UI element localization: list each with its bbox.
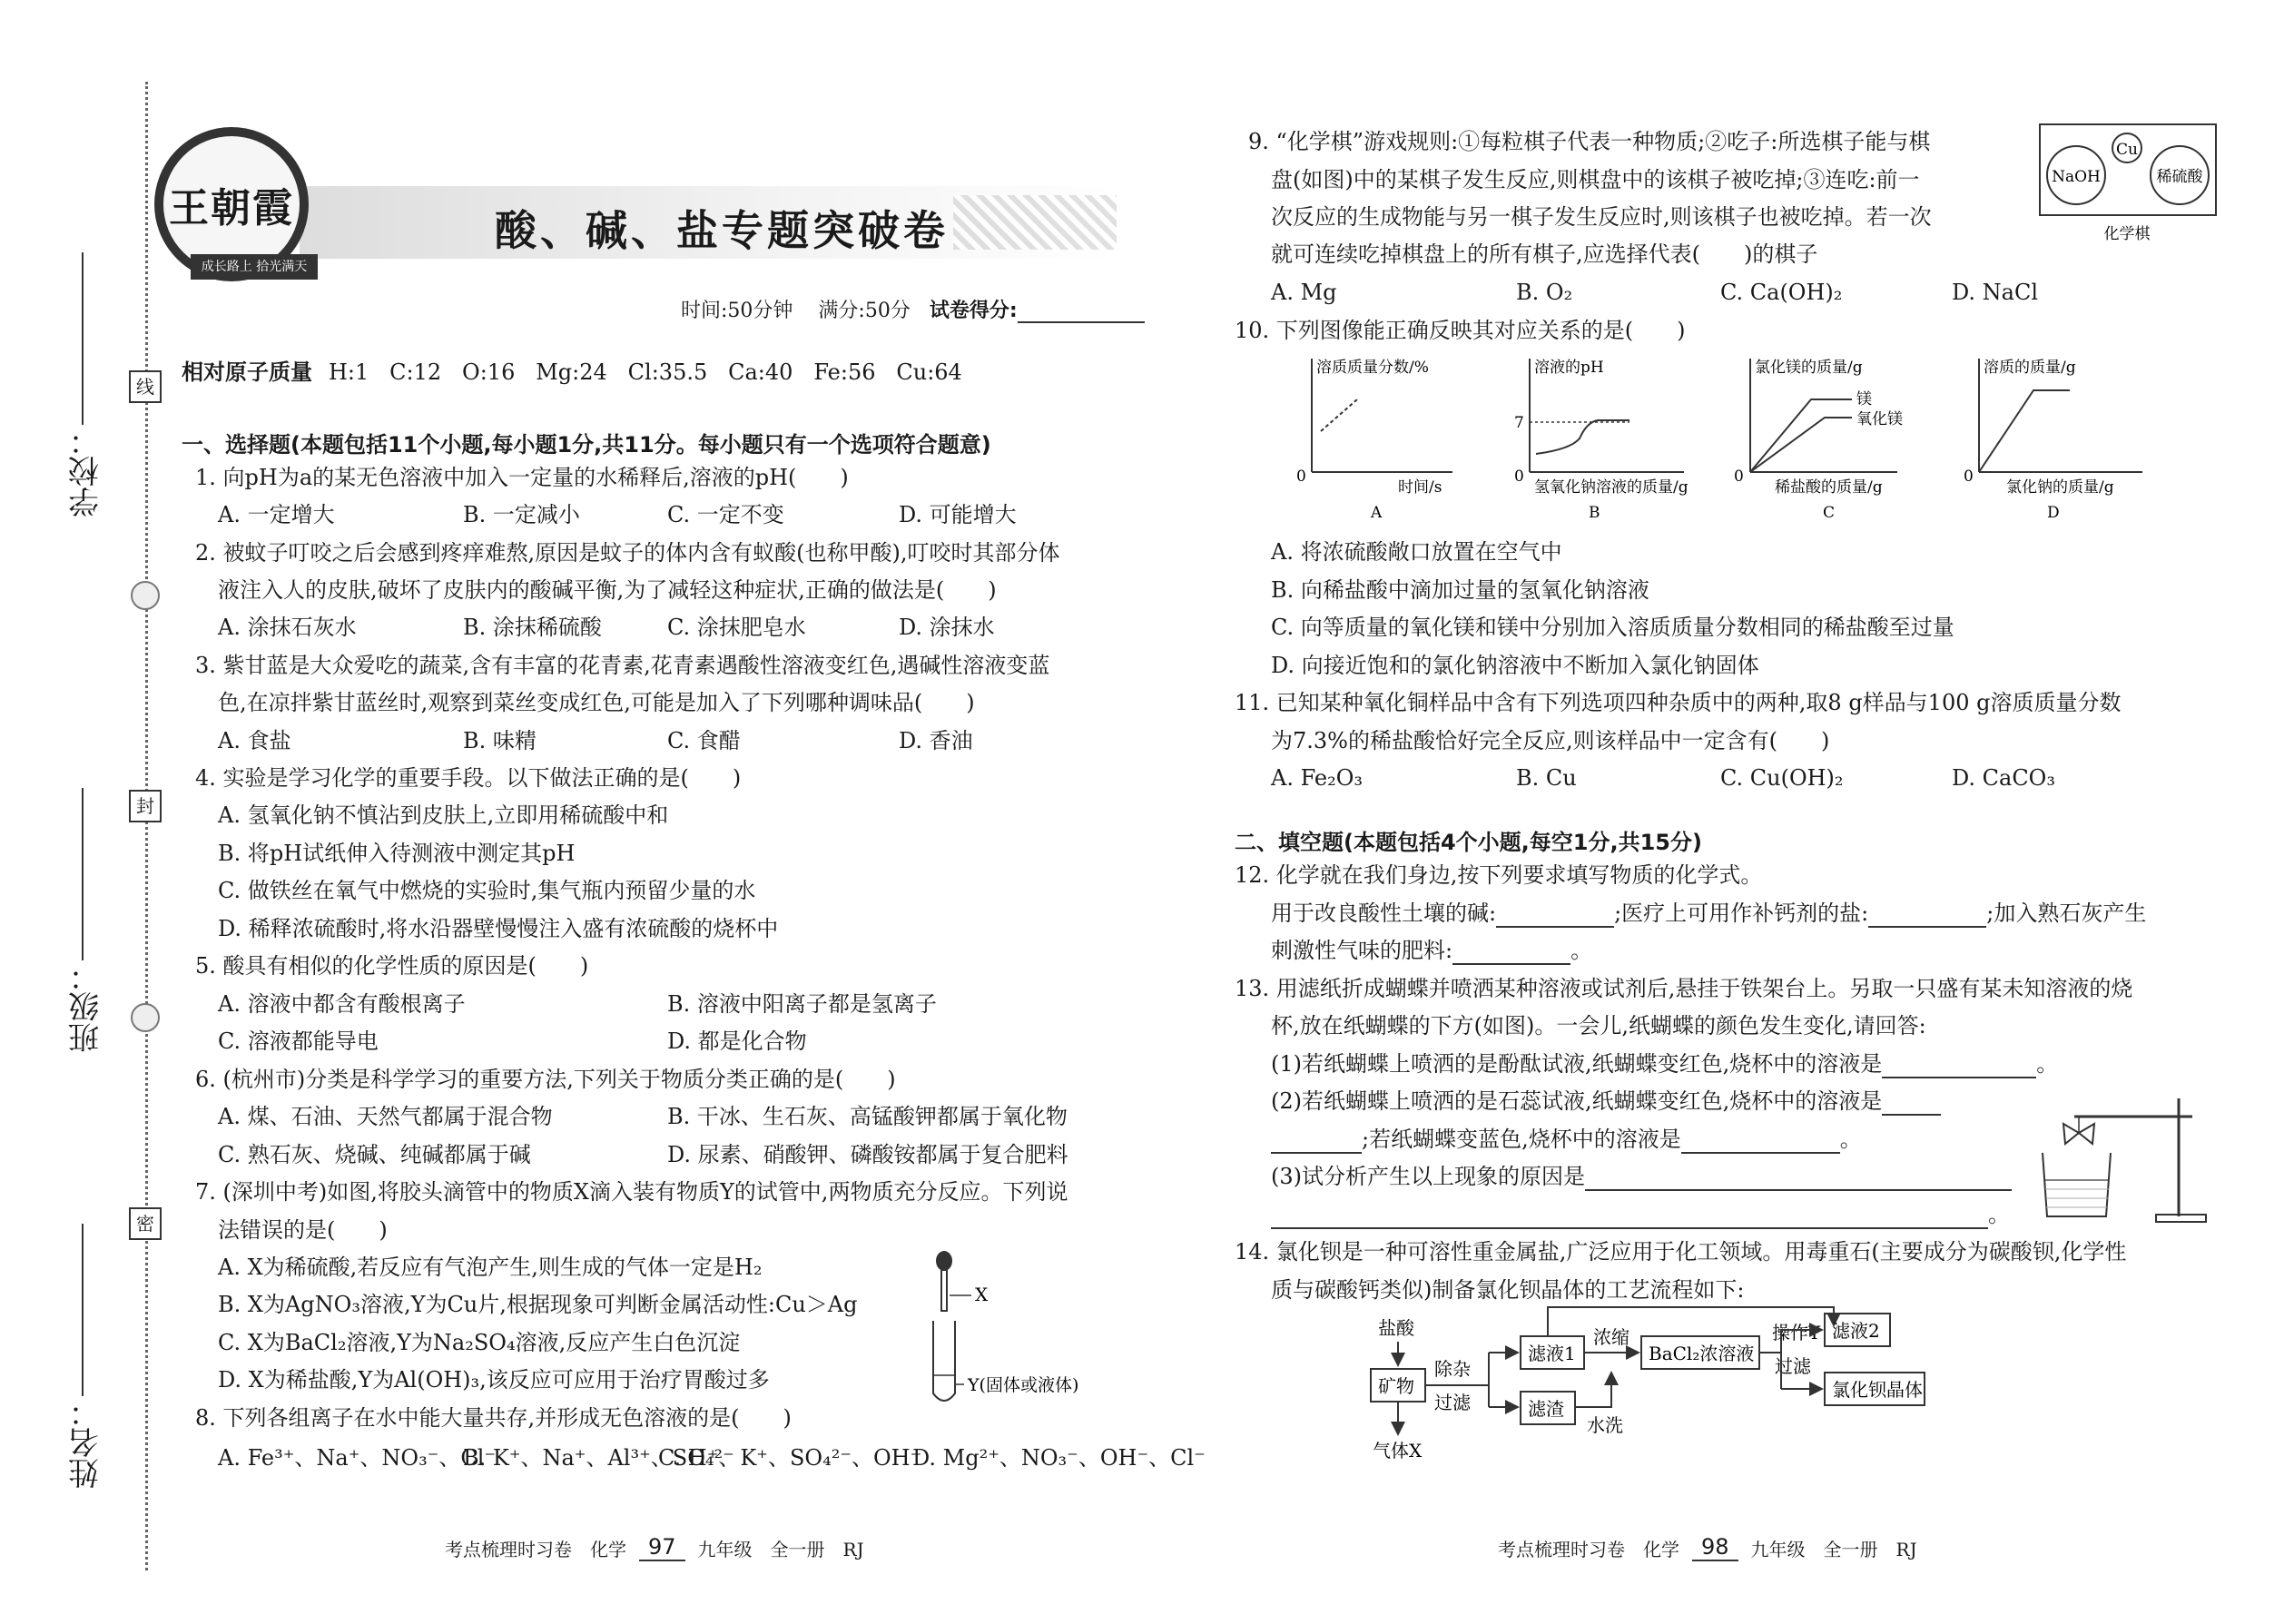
- q11-option-c[interactable]: C. Cu(OH)₂: [1720, 765, 1844, 791]
- question-7-line-2: 法错误的是( ): [218, 1217, 388, 1243]
- q2-option-a[interactable]: A. 涂抹石灰水: [218, 615, 357, 640]
- q13-sub-1: (1)若纸蝴蝶上喷洒的是酚酞试液,纸蝴蝶变红色,烧杯中的溶液是 。: [1271, 1051, 2059, 1077]
- svg-text:过滤: 过滤: [1434, 1392, 1471, 1413]
- flow-residue: 滤渣: [1528, 1398, 1564, 1420]
- q5-option-d[interactable]: D. 都是化合物: [667, 1029, 807, 1054]
- exam-meta: [681, 295, 1145, 323]
- graph-c: [1734, 359, 1903, 522]
- svg-text:氢氧化钠溶液的质量/g: 氢氧化钠溶液的质量/g: [1534, 478, 1689, 497]
- q6-option-a[interactable]: A. 煤、石油、天然气都属于混合物: [218, 1104, 553, 1129]
- q13-blank-2a[interactable]: [1882, 1092, 1941, 1116]
- exam-time: 时间:50分钟: [681, 300, 793, 322]
- question-13-line-2: 杯,放在纸蝴蝶的下方(如图)。一会儿,纸蝴蝶的颜色发生变化,请回答:: [1271, 1013, 1926, 1038]
- svg-text:水洗: 水洗: [1587, 1414, 1623, 1436]
- question-9-line-1: 9. “化学棋”游戏规则:①每粒棋子代表一种物质;②吃子:所选棋子能与棋: [1248, 129, 1931, 154]
- question-9-line-4: 就可连续吃掉棋盘上的所有棋子,应选择代表( )的棋子: [1271, 241, 1818, 267]
- hole-icon: [131, 581, 160, 610]
- q13-sub-3: (3)试分析产生以上现象的原因是: [1271, 1162, 2012, 1191]
- flow-crystal: 氯化钡晶体: [1832, 1379, 1923, 1401]
- q2-option-d[interactable]: D. 涂抹水: [899, 615, 995, 640]
- flow-bacl2: BaCl₂浓溶液: [1649, 1343, 1755, 1364]
- fig-label-x: X: [975, 1284, 989, 1305]
- svg-text:氯化钠的质量/g: 氯化钠的质量/g: [2006, 478, 2114, 497]
- test-tube-icon: [933, 1321, 955, 1401]
- hole-icon: [131, 1003, 160, 1032]
- dropper-tube-icon: [941, 1270, 947, 1311]
- q11-option-d[interactable]: D. CaCO₃: [1952, 765, 2055, 791]
- q7-option-d[interactable]: D. X为稀盐酸,Y为Al(OH)₃,该反应可应用于治疗胃酸过多: [218, 1367, 770, 1393]
- svg-text:0: 0: [1296, 468, 1306, 486]
- q4-option-a[interactable]: A. 氢氧化钠不慎沾到皮肤上,立即用稀硫酸中和: [218, 802, 669, 828]
- name-field[interactable]: [45, 1216, 127, 1489]
- class-label: 班级：: [68, 960, 105, 1053]
- q1-option-a[interactable]: A. 一定增大: [218, 502, 335, 527]
- flow-filtrate2: 滤液2: [1832, 1320, 1880, 1342]
- question-13-line-1: 13. 用滤纸折成蝴蝶并喷洒某种溶液或试剂后,悬挂于铁架台上。另取一只盛有某未知溶液的烧: [1235, 976, 2133, 1001]
- question-11-line-2: 为7.3%的稀盐酸恰好完全反应,则该样品中一定含有( ): [1271, 728, 1830, 753]
- svg-text:7: 7: [1514, 414, 1524, 432]
- svg-text:溶液的pH: 溶液的pH: [1534, 359, 1604, 377]
- graph-a: [1296, 359, 1452, 522]
- q6-option-c[interactable]: C. 熟石灰、烧碱、纯碱都属于碱: [218, 1142, 531, 1167]
- logo-slogan: 成长路上 拾光满天: [191, 254, 318, 280]
- question-9-line-3: 次反应的生成物能与另一棋子发生反应时,则该棋子也被吃掉。若一次: [1271, 204, 1932, 230]
- question-12: 12. 化学就在我们身边,按下列要求填写物质的化学式。: [1235, 862, 1763, 888]
- svg-text:D: D: [2047, 504, 2060, 522]
- svg-text:时间/s: 时间/s: [1398, 478, 1442, 497]
- svg-text:A: A: [1371, 504, 1383, 522]
- q13-sub-3b: 。: [1271, 1200, 2010, 1229]
- q4-option-d[interactable]: D. 稀释浓硫酸时,将水沿器壁慢慢注入盛有浓硫酸的烧杯中: [218, 916, 779, 941]
- footer-right: [1498, 1534, 1917, 1561]
- q7-option-a[interactable]: A. X为稀硫酸,若反应有气泡产生,则生成的气体一定是H₂: [218, 1255, 763, 1280]
- q13-blank-3[interactable]: [1681, 1130, 1840, 1154]
- q1-option-c[interactable]: C. 一定不变: [667, 502, 784, 527]
- q9-option-c[interactable]: C. Ca(OH)₂: [1720, 280, 1843, 305]
- q12-line-2: 刺激性气味的肥料: 。: [1271, 938, 1593, 963]
- footer-book: 考点梳理时习卷 化学: [1498, 1538, 1679, 1560]
- question-2-line-1: 2. 被蚊子叮咬之后会感到疼痒难熬,原因是蚊子的体内含有蚁酸(也称甲酸),叮咬时其部分体: [195, 540, 1060, 566]
- footer-book: 考点梳理时习卷 化学: [445, 1538, 626, 1560]
- q13-blank-1[interactable]: [1882, 1055, 2036, 1078]
- q11-option-b[interactable]: B. Cu: [1516, 765, 1577, 791]
- binding-margin: [0, 0, 159, 1624]
- fig-label-y: Y(固体或液体): [968, 1375, 1079, 1395]
- svg-text:NaOH: NaOH: [2052, 168, 2101, 186]
- question-10: 10. 下列图像能正确反映其对应关系的是( ): [1235, 318, 1686, 343]
- q4-option-c[interactable]: C. 做铁丝在氧气中燃烧的实验时,集气瓶内预留少量的水: [218, 878, 756, 903]
- q9-option-d[interactable]: D. NaCl: [1952, 280, 2038, 305]
- q9-option-a[interactable]: A. Mg: [1271, 280, 1337, 305]
- svg-text:氯化镁的质量/g: 氯化镁的质量/g: [1755, 359, 1863, 377]
- mark-feng: 封: [129, 790, 162, 822]
- q5-option-b[interactable]: B. 溶液中阳离子都是氢离子: [667, 991, 937, 1017]
- q12-blank-1[interactable]: [1496, 904, 1614, 928]
- page-number: 98: [1692, 1534, 1738, 1561]
- footer-left: [445, 1534, 864, 1561]
- graph-b: [1514, 359, 1689, 522]
- score-field[interactable]: [1018, 303, 1145, 323]
- q7-option-c[interactable]: C. X为BaCl₂溶液,Y为Na₂SO₄溶液,反应产生白色沉淀: [218, 1330, 741, 1355]
- question-8: 8. 下列各组离子在水中能大量共存,并形成无色溶液的是( ): [195, 1405, 792, 1431]
- q3-option-d[interactable]: D. 香油: [899, 728, 973, 753]
- graph-d: [1964, 359, 2142, 522]
- svg-text:溶质质量分数/%: 溶质质量分数/%: [1316, 359, 1429, 377]
- q13-blank-4[interactable]: [1585, 1167, 2012, 1191]
- q8-option-a[interactable]: A. Fe³⁺、Na⁺、NO₃⁻、Cl⁻: [218, 1445, 497, 1471]
- q10-option-c[interactable]: C. 向等质量的氧化镁和镁中分别加入溶质质量分数相同的稀盐酸至过量: [1271, 615, 1954, 640]
- atomic-mass: [182, 354, 962, 386]
- q12-blank-2[interactable]: [1868, 904, 1986, 928]
- q13-sub-2: (2)若纸蝴蝶上喷洒的是石蕊试液,纸蝴蝶变红色,烧杯中的溶液是: [1271, 1087, 1941, 1116]
- q10-graphs: [1271, 349, 2233, 522]
- chess-board-figure: [2038, 123, 2220, 245]
- svg-text:0: 0: [1964, 468, 1974, 486]
- svg-text:过滤: 过滤: [1775, 1355, 1811, 1377]
- chess-caption: 化学棋: [2103, 225, 2151, 243]
- school-field[interactable]: [45, 245, 127, 517]
- mark-mi: 密: [129, 1207, 162, 1240]
- q7-option-b[interactable]: B. X为AgNO₃溶液,Y为Cu片,根据现象可判断金属活动性:Cu＞Ag: [218, 1292, 858, 1317]
- q10-option-d[interactable]: D. 向接近饱和的氯化钠溶液中不断加入氯化钠固体: [1271, 653, 1759, 678]
- q11-option-a[interactable]: A. Fe₂O₃: [1271, 765, 1364, 791]
- question-14-line-2: 质与碳酸钙类似)制备氯化钡晶体的工艺流程如下:: [1271, 1277, 1745, 1303]
- question-5: 5. 酸具有相似的化学性质的原因是( ): [195, 953, 589, 979]
- q9-option-b[interactable]: B. O₂: [1516, 280, 1573, 305]
- q2-option-b[interactable]: B. 涂抹稀硫酸: [463, 615, 602, 640]
- dropper-bulb-icon: [936, 1251, 952, 1271]
- q1-option-b[interactable]: B. 一定减小: [463, 502, 580, 527]
- svg-text:Cu: Cu: [2116, 141, 2138, 159]
- question-14-line-1: 14. 氯化钡是一种可溶性重金属盐,广泛应用于化工领域。用毒重石(主要成分为碳酸钡,化学性: [1235, 1239, 2127, 1265]
- question-3-line-2: 色,在凉拌紫甘蓝丝时,观察到菜丝变成红色,可能是加入了下列哪种调味品( ): [218, 690, 975, 715]
- q5-option-a[interactable]: A. 溶液中都含有酸根离子: [218, 991, 466, 1017]
- flow-filtrate1: 滤液1: [1528, 1343, 1576, 1364]
- q6-option-b[interactable]: B. 干冰、生石灰、高锰酸钾都属于氧化物: [667, 1104, 1068, 1129]
- footer-grade: 九年级 全一册 RJ: [697, 1538, 864, 1560]
- q13-sub-2b: ;若纸蝴蝶变蓝色,烧杯中的溶液是 。: [1271, 1125, 1862, 1154]
- svg-text:溶质的质量/g: 溶质的质量/g: [1984, 359, 2076, 377]
- question-3-line-1: 3. 紫甘蓝是大众爱吃的蔬菜,含有丰富的花青素,花青素遇酸性溶液变红色,遇碱性溶液变蓝: [195, 653, 1050, 678]
- logo: 王朝霞: [154, 127, 309, 281]
- section-1-heading: 一、选择题(本题包括11个小题,每小题1分,共11分。每小题只有一个选项符合题意): [182, 432, 991, 458]
- q13-blank-2b[interactable]: [1271, 1130, 1362, 1154]
- q6-option-d[interactable]: D. 尿素、硝酸钾、磷酸铵都属于复合肥料: [667, 1142, 1068, 1167]
- score-label: 试卷得分:: [929, 300, 1018, 322]
- question-2-line-2: 液注入人的皮肤,破坏了皮肤内的酸碱平衡,为了减轻这种症状,正确的做法是( ): [218, 577, 997, 603]
- svg-text:稀硫酸: 稀硫酸: [2156, 168, 2203, 186]
- q2-option-c[interactable]: C. 涂抹肥皂水: [667, 615, 806, 640]
- process-flowchart: [1353, 1298, 2079, 1489]
- flow-gas: 气体X: [1373, 1440, 1423, 1462]
- q10-option-a[interactable]: A. 将浓硫酸敞口放置在空气中: [1271, 539, 1562, 565]
- page-number: 97: [639, 1534, 685, 1561]
- q3-option-c[interactable]: C. 食醋: [667, 728, 741, 753]
- svg-text:稀盐酸的质量/g: 稀盐酸的质量/g: [1775, 478, 1883, 497]
- footer-grade: 九年级 全一册 RJ: [1750, 1538, 1917, 1560]
- flow-ore: 矿物: [1378, 1375, 1414, 1397]
- svg-text:氧化镁: 氧化镁: [1856, 410, 1903, 428]
- q13-blank-5[interactable]: [1271, 1206, 1988, 1229]
- svg-text:C: C: [1823, 504, 1836, 522]
- q7-dropper-figure: [917, 1248, 1135, 1412]
- q8-option-c[interactable]: C. H⁺、K⁺、SO₄²⁻、OH⁻: [658, 1445, 922, 1471]
- q3-option-b[interactable]: B. 味精: [463, 728, 537, 753]
- exam-full-score: 满分:50分: [818, 300, 911, 322]
- question-9-line-2: 盘(如图)中的某棋子发生反应,则棋盘中的该棋子被吃掉;③连吃:前一: [1271, 167, 1920, 192]
- question-7-line-1: 7. (深圳中考)如图,将胶头滴管中的物质X滴入装有物质Y的试管中,两物质充分反应。下列说: [195, 1179, 1068, 1205]
- class-field[interactable]: [45, 781, 127, 1053]
- svg-text:操作Y: 操作Y: [1772, 1322, 1821, 1343]
- q10-option-b[interactable]: B. 向稀盐酸中滴加过量的氢氧化钠溶液: [1271, 577, 1649, 603]
- section-2-heading: 二、填空题(本题包括4个小题,每空1分,共15分): [1235, 830, 1702, 855]
- iron-stand-figure: [2029, 1089, 2229, 1225]
- page-title: 酸、碱、盐专题突破卷: [495, 206, 949, 255]
- q3-option-a[interactable]: A. 食盐: [218, 728, 291, 753]
- school-label: 学校：: [68, 425, 105, 517]
- svg-text:镁: 镁: [1856, 390, 1872, 408]
- q8-option-d[interactable]: D. Mg²⁺、NO₃⁻、OH⁻、Cl⁻: [912, 1445, 1206, 1471]
- svg-text:除杂: 除杂: [1434, 1358, 1471, 1380]
- q5-option-c[interactable]: C. 溶液都能导电: [218, 1029, 379, 1054]
- question-4: 4. 实验是学习化学的重要手段。以下做法正确的是( ): [195, 765, 742, 791]
- q12-blank-3[interactable]: [1452, 941, 1570, 965]
- svg-text:0: 0: [1734, 468, 1744, 486]
- svg-text:B: B: [1589, 504, 1600, 522]
- cut-line: [145, 82, 148, 1570]
- atomic-mass-values: H:1 C:12 O:16 Mg:24 Cl:35.5 Ca:40 Fe:56 Cu:64: [329, 359, 962, 385]
- name-label: 姓名：: [68, 1396, 105, 1489]
- question-1: 1. 向pH为a的某无色溶液中加入一定量的水稀释后,溶液的pH( ): [195, 465, 849, 490]
- q4-option-b[interactable]: B. 将pH试纸伸入待测液中测定其pH: [218, 841, 576, 866]
- question-11-line-1: 11. 已知某种氧化铜样品中含有下列选项四种杂质中的两种,取8 g样品与100 g溶质质量分数: [1235, 690, 2122, 715]
- svg-text:0: 0: [1514, 468, 1524, 486]
- svg-text:浓缩: 浓缩: [1593, 1326, 1629, 1348]
- q8-option-b[interactable]: B. K⁺、Na⁺、Al³⁺、SO₄²⁻: [463, 1445, 734, 1471]
- atomic-mass-label: 相对原子质量: [182, 359, 312, 385]
- question-6: 6. (杭州市)分类是科学学习的重要方法,下列关于物质分类正确的是( ): [195, 1067, 896, 1092]
- q1-option-d[interactable]: D. 可能增大: [899, 502, 1017, 527]
- mark-xian: 线: [129, 370, 162, 403]
- flow-hcl: 盐酸: [1378, 1317, 1414, 1339]
- q12-line-1: 用于改良酸性土壤的碱: ;医疗上可用作补钙剂的盐: ;加入熟石灰产生: [1271, 901, 2147, 926]
